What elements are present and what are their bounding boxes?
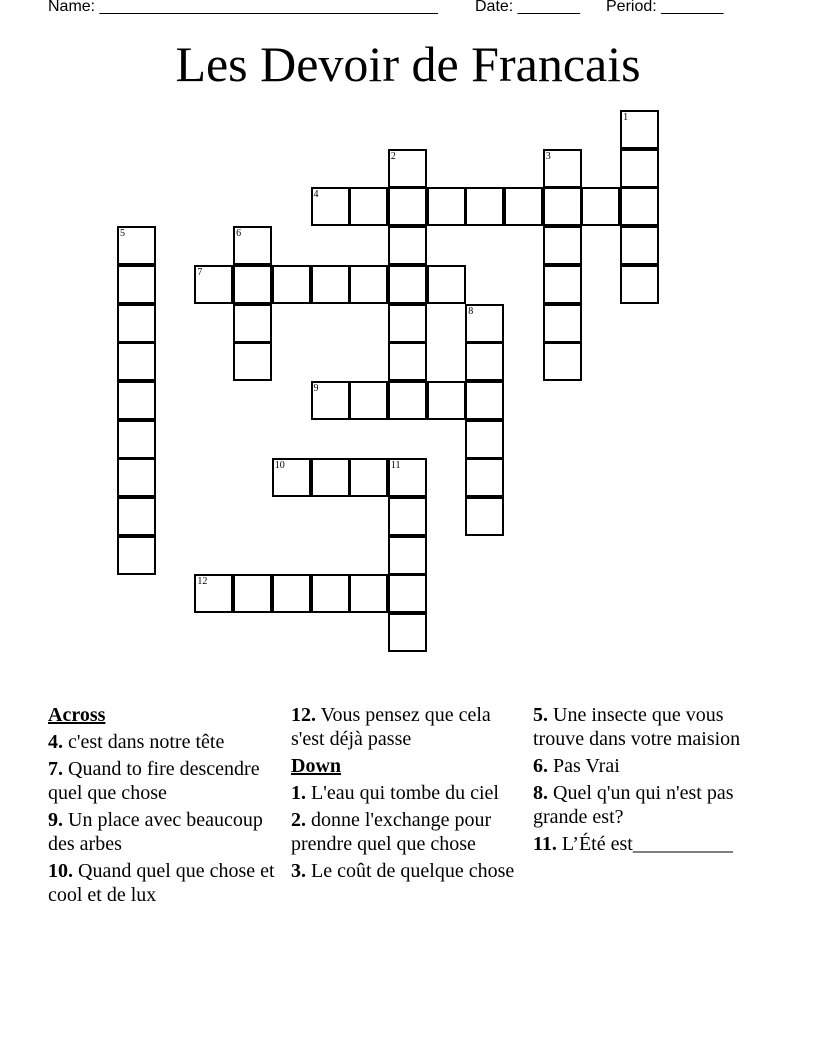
crossword-cell[interactable] bbox=[388, 342, 427, 381]
crossword-cell[interactable] bbox=[233, 304, 272, 343]
cell-number: 11 bbox=[390, 460, 401, 472]
crossword-cell[interactable] bbox=[233, 265, 272, 304]
crossword-cell[interactable] bbox=[388, 149, 427, 188]
clue-text: Quand to fire descendre quel que chose bbox=[48, 758, 260, 804]
clue-number: 3. bbox=[291, 860, 306, 882]
crossword-cell[interactable] bbox=[427, 187, 466, 226]
clue-down-3 bbox=[291, 859, 523, 883]
clue-number: 11. bbox=[533, 833, 557, 855]
clue-text: Un place avec beaucoup des arbes bbox=[48, 809, 263, 855]
clue-text: donne l'exchange pour prendre quel que chose bbox=[291, 809, 492, 855]
crossword-cell[interactable] bbox=[349, 381, 388, 420]
crossword-cell[interactable] bbox=[349, 458, 388, 497]
crossword-cell[interactable] bbox=[117, 497, 156, 536]
crossword-cell[interactable] bbox=[388, 226, 427, 265]
crossword-cell[interactable] bbox=[194, 265, 233, 304]
clue-number: 8. bbox=[533, 782, 548, 804]
clue-column-3 bbox=[533, 703, 773, 859]
name-field-label: Name: ______________________________________ bbox=[48, 0, 438, 15]
down-heading: Down bbox=[291, 755, 342, 777]
crossword-cell[interactable] bbox=[465, 497, 504, 536]
crossword-cell[interactable] bbox=[543, 149, 582, 188]
crossword-cell[interactable] bbox=[581, 187, 620, 226]
clue-text: Quand quel que chose et cool et de lux bbox=[48, 860, 275, 906]
crossword-cell[interactable] bbox=[543, 304, 582, 343]
period-field-label: Period: _______ bbox=[606, 0, 724, 15]
crossword-cell[interactable] bbox=[465, 458, 504, 497]
clue-text: Le coût de quelque chose bbox=[306, 860, 515, 882]
clue-number: 7. bbox=[48, 758, 63, 780]
crossword-cell[interactable] bbox=[543, 342, 582, 381]
crossword-cell[interactable] bbox=[233, 342, 272, 381]
crossword-cell[interactable] bbox=[233, 226, 272, 265]
crossword-cell[interactable] bbox=[543, 265, 582, 304]
crossword-cell[interactable] bbox=[272, 574, 311, 613]
crossword-cell[interactable] bbox=[388, 381, 427, 420]
clue-number: 1. bbox=[291, 782, 306, 804]
clue-column-2 bbox=[291, 703, 523, 886]
cell-number: 12 bbox=[197, 576, 208, 588]
crossword-cell[interactable] bbox=[311, 381, 350, 420]
clue-across-12 bbox=[291, 703, 523, 751]
cell-number: 8 bbox=[468, 305, 474, 317]
crossword-cell[interactable] bbox=[349, 187, 388, 226]
cell-number: 4 bbox=[313, 189, 319, 201]
crossword-cell[interactable] bbox=[543, 226, 582, 265]
crossword-cell[interactable] bbox=[311, 458, 350, 497]
cell-number: 3 bbox=[545, 150, 551, 162]
crossword-cell[interactable] bbox=[620, 226, 659, 265]
crossword-cell[interactable] bbox=[465, 420, 504, 459]
clue-text: Une insecte que vous trouve dans votre maision bbox=[533, 704, 741, 750]
clue-text: L’Été est__________ bbox=[556, 833, 733, 855]
crossword-cell[interactable] bbox=[233, 574, 272, 613]
crossword-cell[interactable] bbox=[388, 497, 427, 536]
clue-text: c'est dans notre tête bbox=[63, 731, 225, 753]
crossword-cell[interactable] bbox=[194, 574, 233, 613]
page-title: Les Devoir de Francais bbox=[175, 36, 641, 92]
crossword-cell[interactable] bbox=[465, 187, 504, 226]
clue-down-2 bbox=[291, 808, 523, 856]
crossword-cell[interactable] bbox=[620, 187, 659, 226]
crossword-cell[interactable] bbox=[465, 381, 504, 420]
cell-number: 6 bbox=[236, 228, 242, 240]
crossword-cell[interactable] bbox=[117, 304, 156, 343]
cell-number: 9 bbox=[313, 382, 319, 394]
crossword-cell[interactable] bbox=[388, 265, 427, 304]
crossword-cell[interactable] bbox=[427, 381, 466, 420]
crossword-cell[interactable] bbox=[388, 458, 427, 497]
crossword-cell[interactable] bbox=[117, 381, 156, 420]
clue-across-4 bbox=[48, 730, 280, 754]
cell-number: 10 bbox=[274, 460, 285, 472]
crossword-cell[interactable] bbox=[620, 149, 659, 188]
clue-number: 10. bbox=[48, 860, 73, 882]
crossword-cell[interactable] bbox=[543, 187, 582, 226]
crossword-cell[interactable] bbox=[272, 458, 311, 497]
crossword-cell[interactable] bbox=[427, 265, 466, 304]
cell-number: 7 bbox=[197, 266, 203, 278]
crossword-cell[interactable] bbox=[311, 574, 350, 613]
crossword-cell[interactable] bbox=[117, 458, 156, 497]
clue-across-9 bbox=[48, 808, 280, 856]
clue-down-11 bbox=[533, 832, 773, 856]
crossword-cell[interactable] bbox=[620, 110, 659, 149]
crossword-cell[interactable] bbox=[388, 304, 427, 343]
crossword-cell[interactable] bbox=[349, 265, 388, 304]
clue-text: Quel q'un qui n'est pas grande est? bbox=[533, 782, 734, 828]
crossword-cell[interactable] bbox=[465, 304, 504, 343]
across-heading: Across bbox=[48, 704, 106, 726]
crossword-cell[interactable] bbox=[504, 187, 543, 226]
clue-across-10 bbox=[48, 859, 280, 907]
clue-number: 2. bbox=[291, 809, 306, 831]
clue-text: L'eau qui tombe du ciel bbox=[306, 782, 499, 804]
clue-number: 6. bbox=[533, 755, 548, 777]
crossword-cell[interactable] bbox=[388, 187, 427, 226]
cell-number: 1 bbox=[623, 112, 629, 123]
clue-number: 4. bbox=[48, 731, 63, 753]
clue-text: Pas Vrai bbox=[548, 755, 620, 777]
crossword-cell[interactable] bbox=[117, 342, 156, 381]
crossword-cell[interactable] bbox=[388, 613, 427, 652]
crossword-cell[interactable] bbox=[117, 265, 156, 304]
cell-number: 2 bbox=[390, 150, 396, 162]
clue-down-8 bbox=[533, 781, 773, 829]
crossword-cell[interactable] bbox=[465, 342, 504, 381]
clue-text: Vous pensez que cela s'est déjà passe bbox=[291, 704, 491, 750]
crossword-cell[interactable] bbox=[388, 574, 427, 613]
date-field-label: Date: _______ bbox=[475, 0, 580, 15]
crossword-cell[interactable] bbox=[311, 187, 350, 226]
crossword-cell[interactable] bbox=[117, 226, 156, 265]
clue-across-7 bbox=[48, 757, 280, 805]
crossword-cell[interactable] bbox=[349, 574, 388, 613]
crossword-cell[interactable] bbox=[620, 265, 659, 304]
clue-number: 5. bbox=[533, 704, 548, 726]
cell-number: 5 bbox=[120, 228, 125, 240]
crossword-cell[interactable] bbox=[272, 265, 311, 304]
clue-down-5 bbox=[533, 703, 773, 751]
clue-down-1 bbox=[291, 781, 523, 805]
clue-number: 12. bbox=[291, 704, 316, 726]
clue-number: 9. bbox=[48, 809, 63, 831]
crossword-cell[interactable] bbox=[388, 536, 427, 575]
crossword-cell[interactable] bbox=[117, 420, 156, 459]
crossword-cell[interactable] bbox=[117, 536, 156, 575]
clue-down-6 bbox=[533, 754, 773, 778]
crossword-cell[interactable] bbox=[311, 265, 350, 304]
clue-column-1 bbox=[48, 703, 280, 910]
